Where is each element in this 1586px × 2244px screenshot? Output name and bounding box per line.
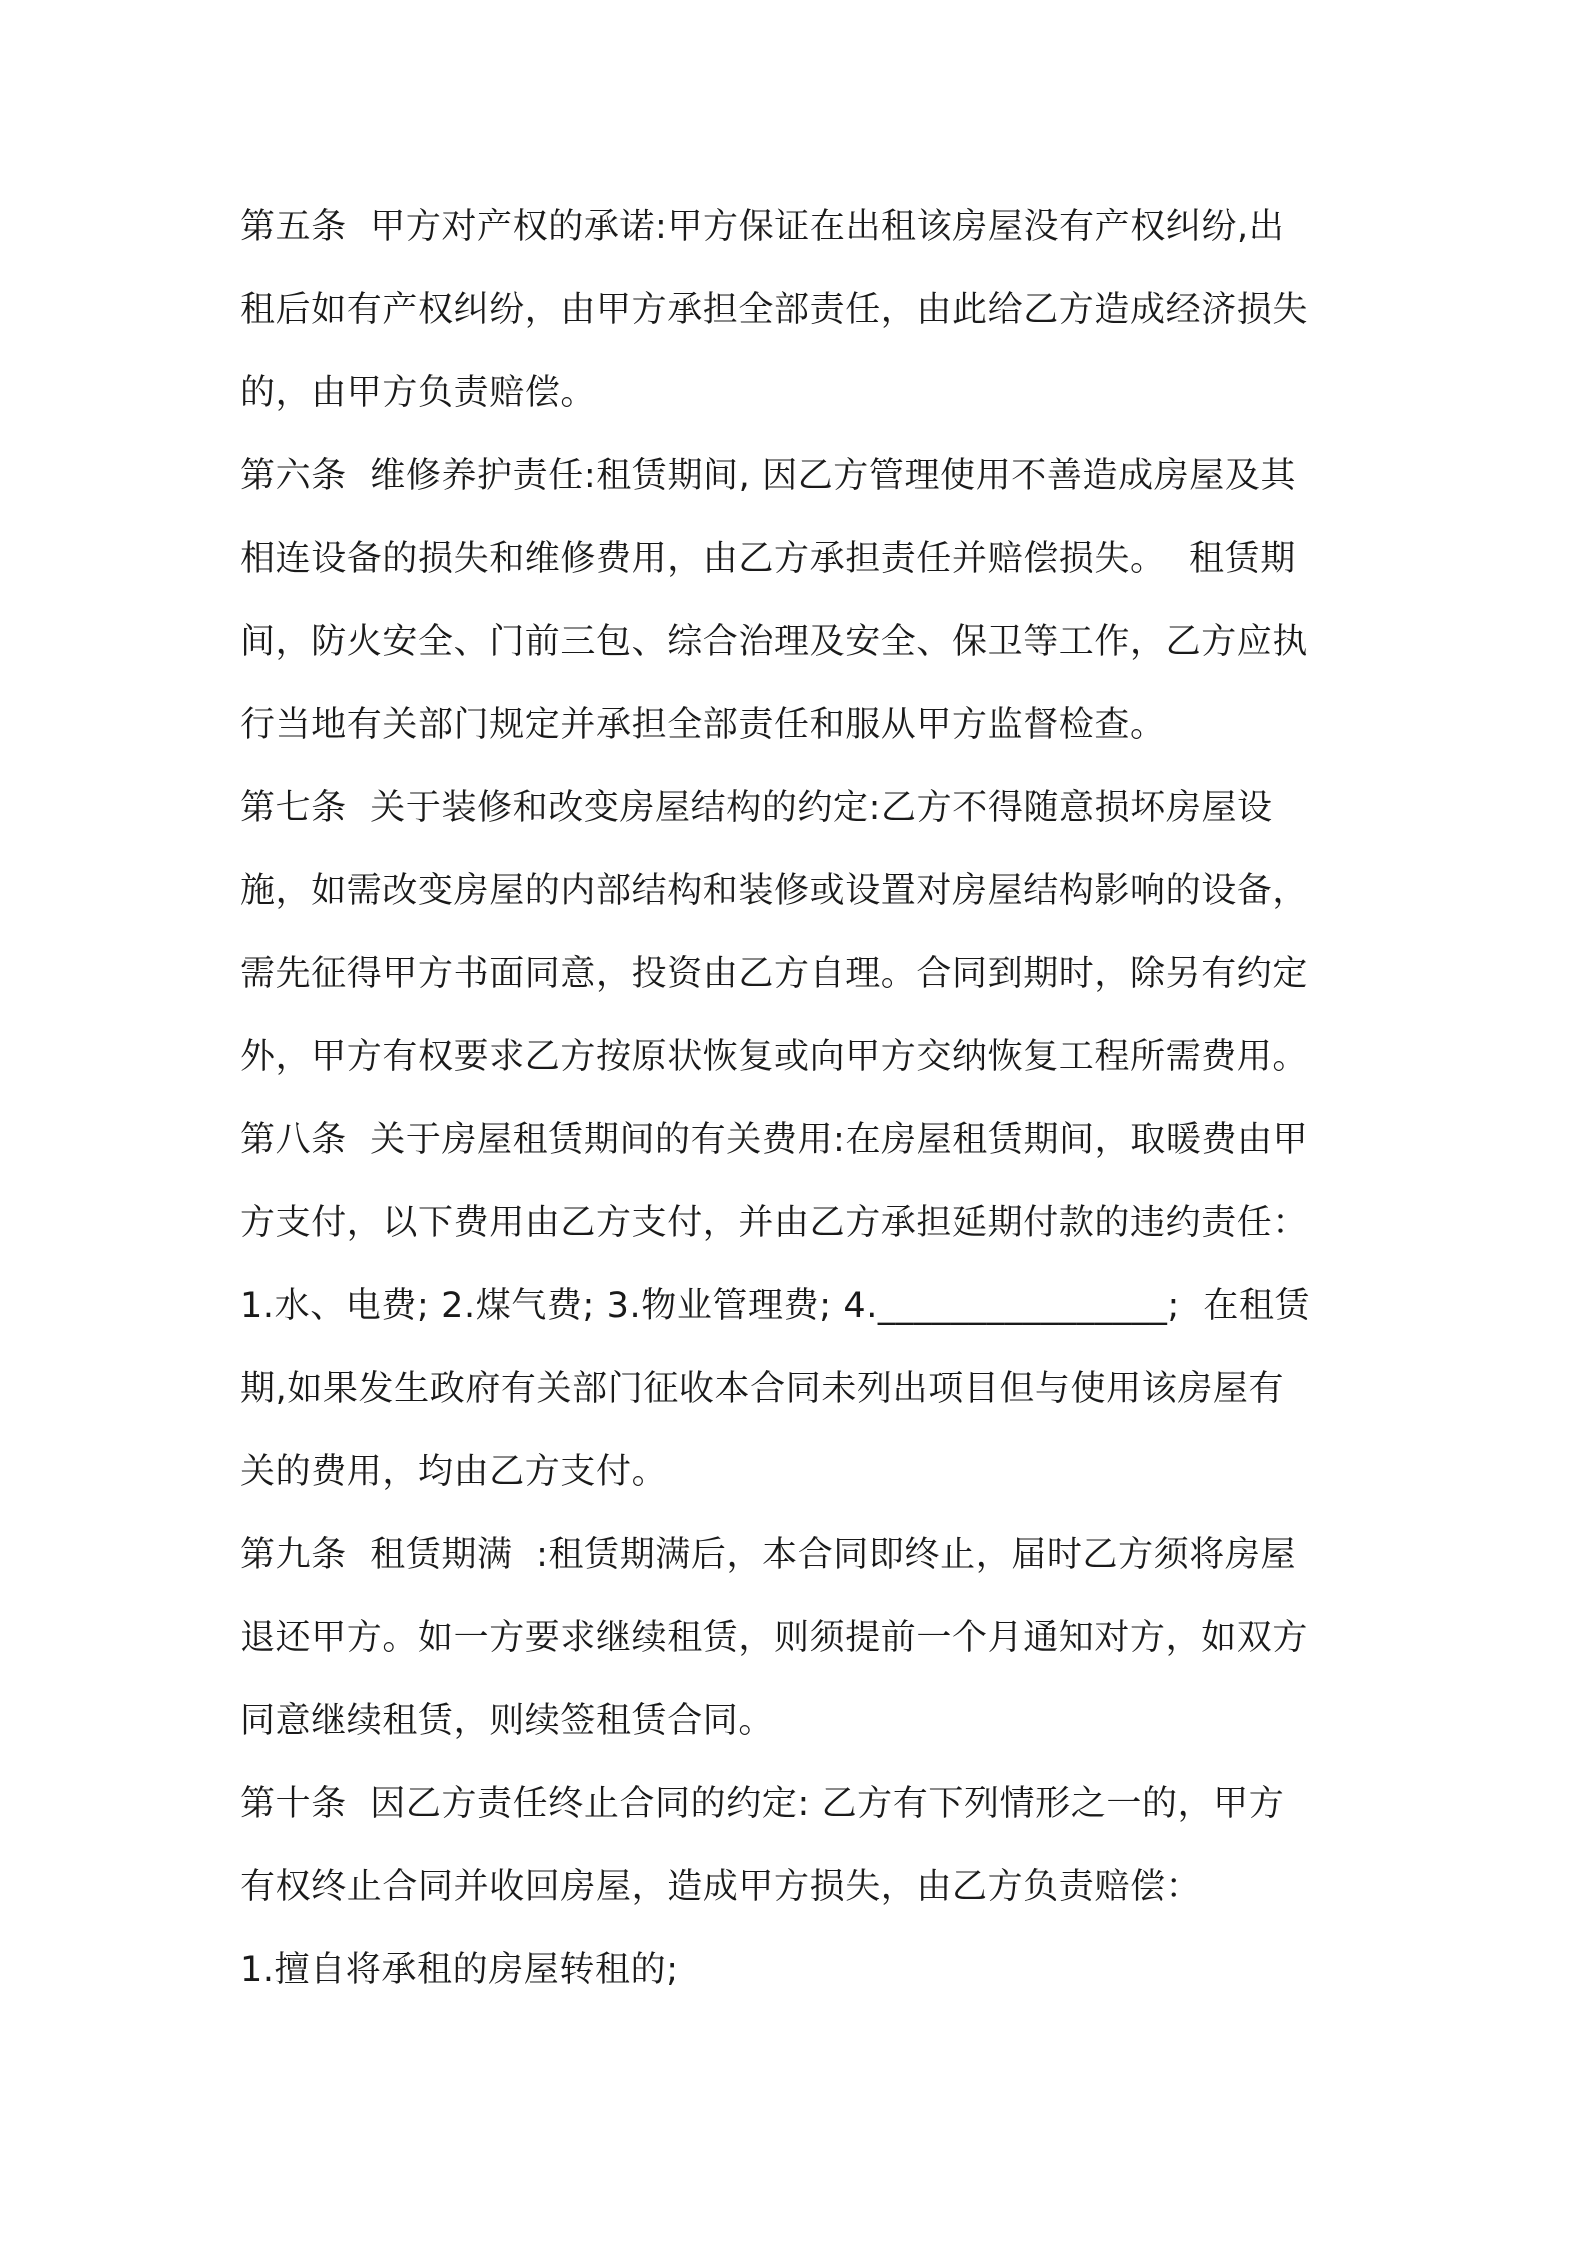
article-7-line-2: 施，如需改变房屋的内部结构和装修或设置对房屋结构影响的设备， (240, 871, 1309, 911)
article-8-line-5: 关的费用，均由乙方支付。 (240, 1452, 668, 1492)
article-9-line-1: 第九条 租赁期满 :租赁期满后，本合同即终止，届时乙方须将房屋 (240, 1535, 1297, 1575)
article-8-line-4: 期,如果发生政府有关部门征收本合同未列出项目但与使用该房屋有 (240, 1369, 1285, 1409)
article-5-line-3: 的，由甲方负责赔偿。 (240, 373, 597, 413)
article-8-line-1: 第八条 关于房屋租赁期间的有关费用:在房屋租赁期间，取暖费由甲 (240, 1120, 1309, 1160)
article-10-line-2: 有权终止合同并收回房屋，造成甲方损失，由乙方负责赔偿： (240, 1867, 1202, 1907)
article-9-line-3: 同意继续租赁，则续签租赁合同。 (240, 1701, 775, 1741)
article-6-line-1: 第六条 维修养护责任:租赁期间, 因乙方管理使用不善造成房屋及其 (240, 456, 1297, 496)
article-10-item-1: 1.擅自将承租的房屋转租的; (240, 1950, 679, 1990)
article-7-line-1: 第七条 关于装修和改变房屋结构的约定:乙方不得随意损坏房屋设 (240, 788, 1273, 828)
article-6-line-4: 行当地有关部门规定并承担全部责任和服从甲方监督检查。 (240, 705, 1166, 745)
article-7-line-4: 外，甲方有权要求乙方按原状恢复或向甲方交纳恢复工程所需费用。 (240, 1037, 1309, 1077)
article-7-line-3: 需先征得甲方书面同意，投资由乙方自理。合同到期时，除另有约定 (240, 954, 1309, 994)
article-5-line-2: 租后如有产权纠纷，由甲方承担全部责任，由此给乙方造成经济损失 (240, 290, 1309, 330)
article-6-line-2: 相连设备的损失和维修费用，由乙方承担责任并赔偿损失。 租赁期 (240, 539, 1296, 579)
article-10-line-1: 第十条 因乙方责任终止合同的约定: 乙方有下列情形之一的，甲方 (240, 1784, 1285, 1824)
article-6-line-3: 间，防火安全、门前三包、综合治理及安全、保卫等工作，乙方应执 (240, 622, 1309, 662)
article-8-line-2: 方支付，以下费用由乙方支付，并由乙方承担延期付款的违约责任： (240, 1203, 1309, 1243)
contract-page (240, 186, 1358, 2012)
article-9-line-2: 退还甲方。如一方要求继续租赁，则须提前一个月通知对方，如双方 (240, 1618, 1309, 1658)
article-5-line-1: 第五条 甲方对产权的承诺:甲方保证在出租该房屋没有产权纠纷,出 (240, 207, 1285, 247)
article-8-line-3: 1.水、电费; 2.煤气费; 3.物业管理费; 4.________________; 在租赁 (240, 1286, 1311, 1326)
